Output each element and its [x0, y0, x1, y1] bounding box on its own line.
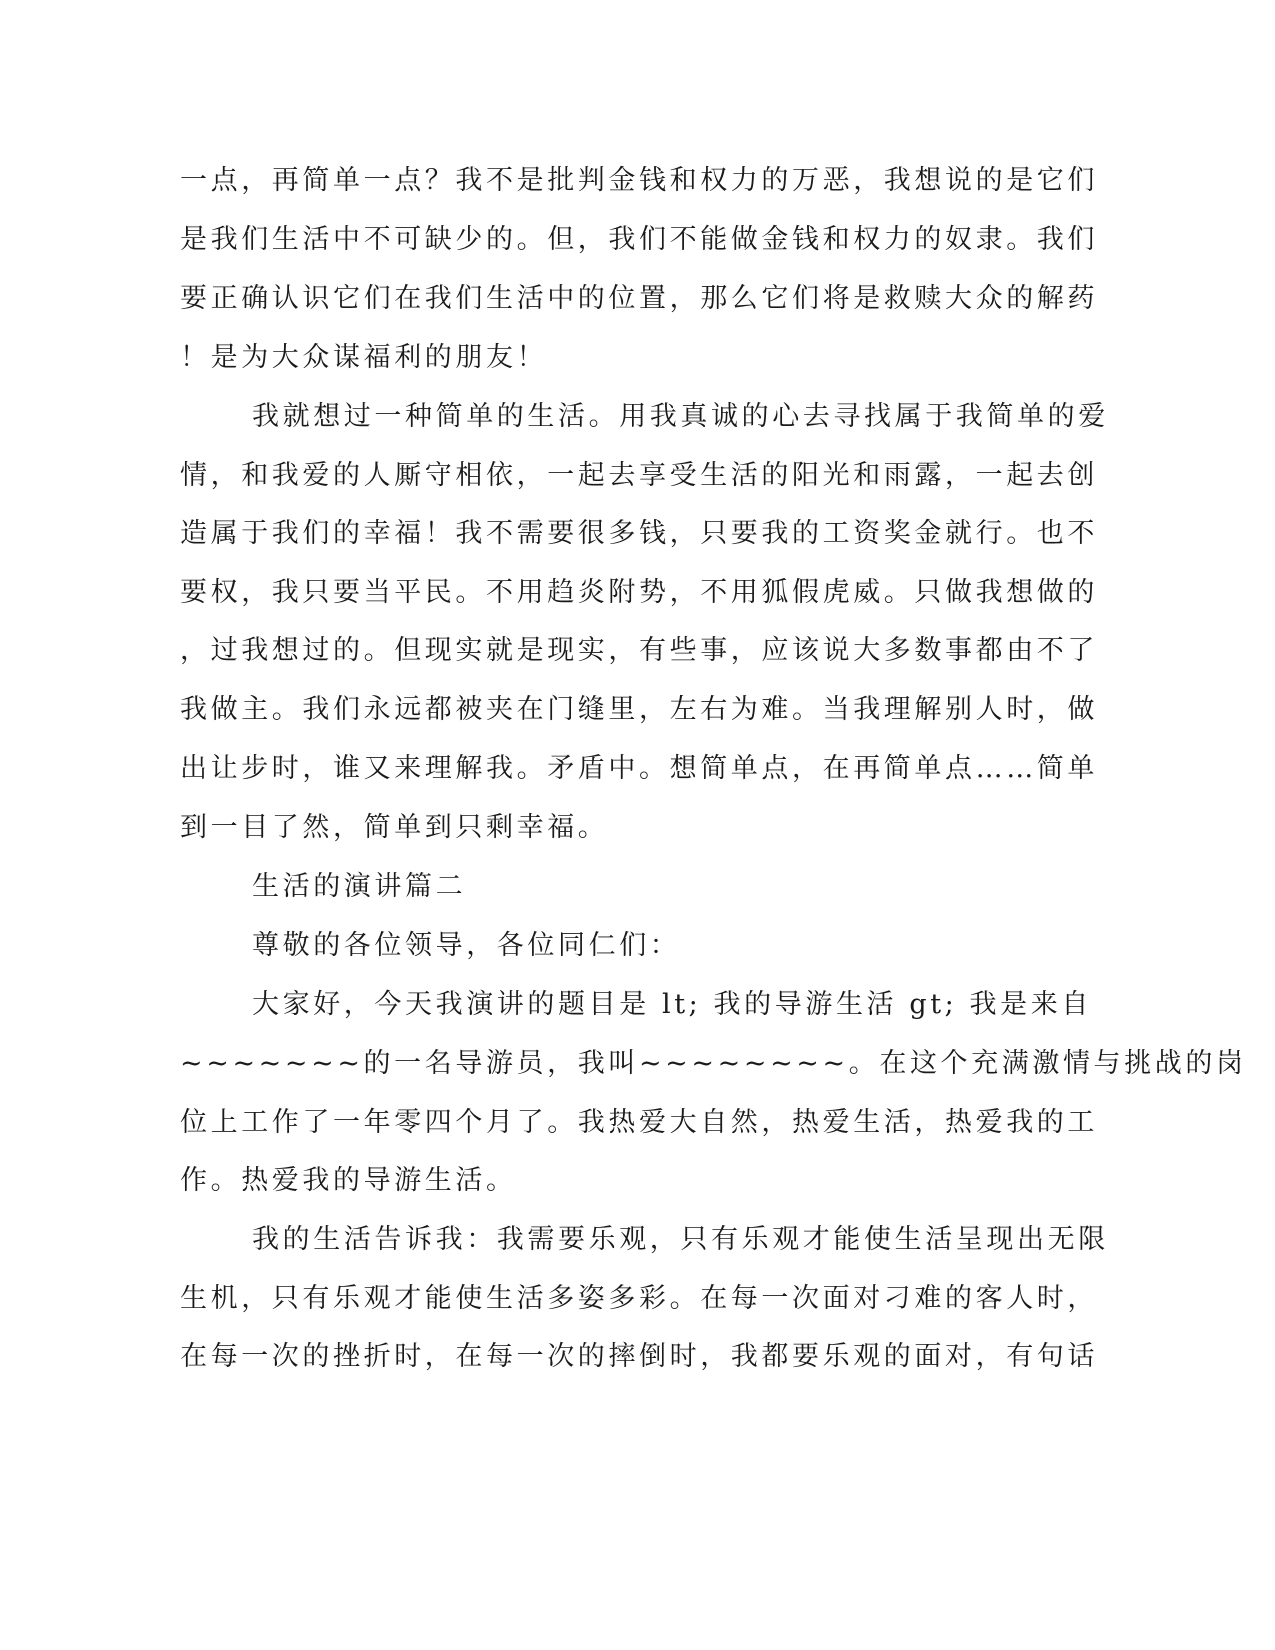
text-line: 要权，我只要当平民。不用趋炎附势，不用狐假虎威。只做我想做的: [180, 577, 1098, 608]
text-line: ，过我想过的。但现实就是现实，有些事，应该说大多数事都由不了: [180, 635, 1098, 666]
text-line: 到一目了然，简单到只剩幸福。: [180, 812, 609, 843]
text-line: 生机，只有乐观才能使生活多姿多彩。在每一次面对刁难的客人时，: [180, 1283, 1098, 1314]
text-line: 情，和我爱的人厮守相依，一起去享受生活的阳光和雨露，一起去创: [180, 460, 1098, 491]
salutation: 尊敬的各位领导，各位同仁们：: [252, 930, 681, 961]
text-line: 我做主。我们永远都被夹在门缝里，左右为难。当我理解别人时，做: [180, 694, 1098, 725]
text-line: 在每一次的挫折时，在每一次的摔倒时，我都要乐观的面对，有句话: [180, 1341, 1098, 1372]
text-line: 我的生活告诉我：我需要乐观，只有乐观才能使生活呈现出无限: [252, 1224, 1109, 1255]
text-line: 作。热爱我的导游生活。: [180, 1165, 517, 1196]
text-line: 出让步时，谁又来理解我。矛盾中。想简单点，在再简单点……简单: [180, 753, 1098, 784]
text-line: ！是为大众谋福利的朋友！: [180, 342, 548, 373]
text-line: ~~~~~~~的一名导游员，我叫~~~~~~~~。在这个充满激情与挑战的岗: [180, 1048, 1247, 1079]
text-line: 我就想过一种简单的生活。用我真诚的心去寻找属于我简单的爱: [252, 401, 1109, 432]
text-line: 要正确认识它们在我们生活中的位置，那么它们将是救赎大众的解药: [180, 283, 1098, 314]
text-line: 是我们生活中不可缺少的。但，我们不能做金钱和权力的奴隶。我们: [180, 224, 1098, 255]
section-heading: 生活的演讲篇二: [252, 871, 467, 902]
text-line: 一点，再简单一点？我不是批判金钱和权力的万恶，我想说的是它们: [180, 165, 1098, 196]
text-line: 大家好，今天我演讲的题目是 lt; 我的导游生活 gt; 我是来自: [252, 989, 1092, 1020]
text-line: 位上工作了一年零四个月了。我热爱大自然，热爱生活，热爱我的工: [180, 1107, 1098, 1138]
text-line: 造属于我们的幸福！我不需要很多钱，只要我的工资奖金就行。也不: [180, 518, 1098, 549]
